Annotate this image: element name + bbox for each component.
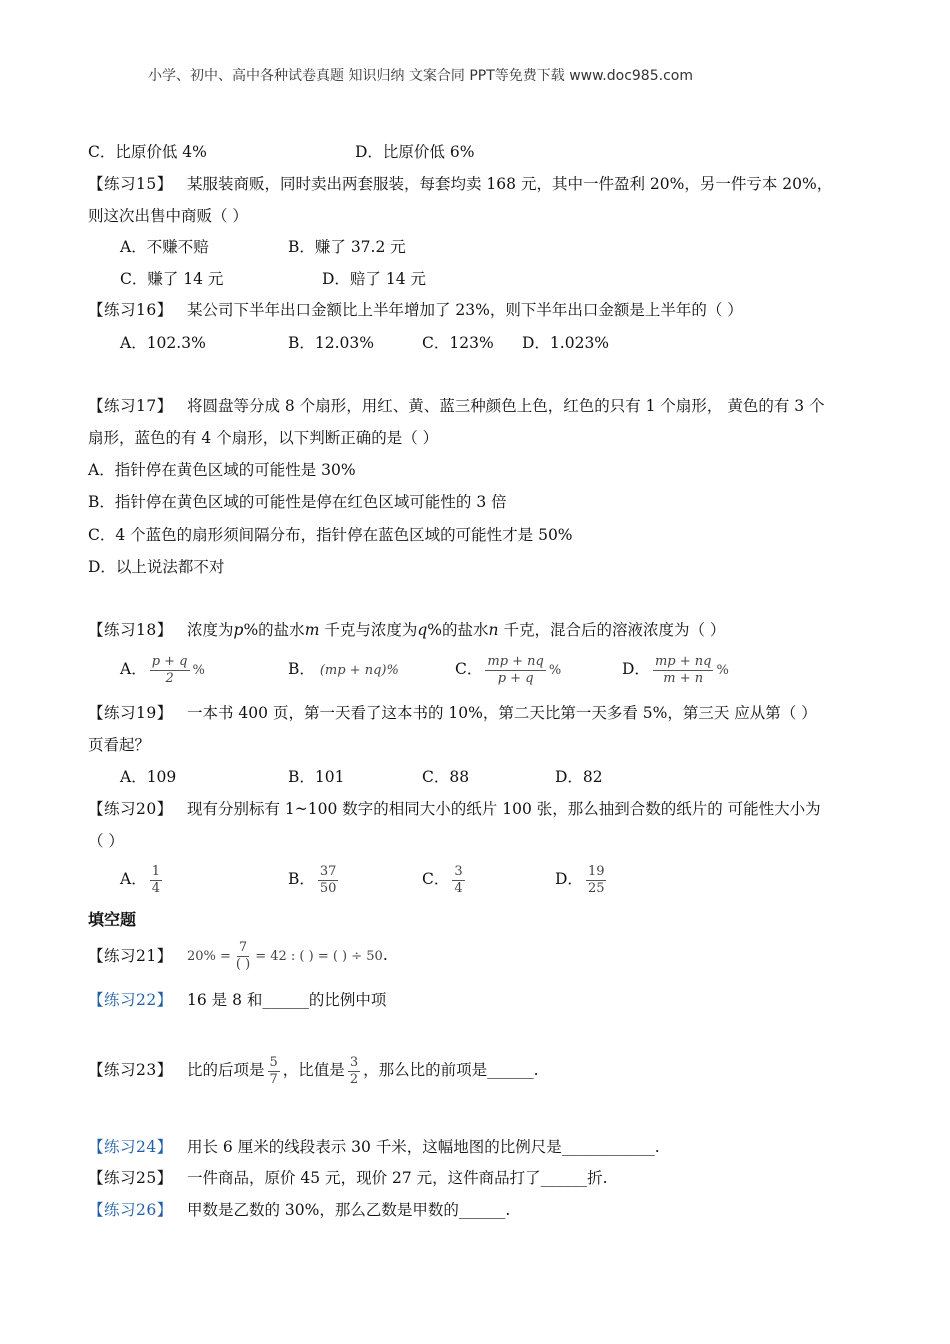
q26-label: 【练习26】 — [88, 1201, 173, 1219]
q18-label: 【练习18】 — [88, 621, 173, 639]
q17-label: 【练习17】 — [88, 397, 173, 415]
section-heading-fill-in: 填空题 — [88, 910, 137, 929]
q24-text: 用长 6 厘米的线段表示 30 千米，这幅地图的比例尺是____________. — [187, 1138, 660, 1156]
q18-option-c: C． $\frac{mp + nq}{p + q}$ % — [455, 653, 562, 686]
q15-text-line2: 则这次出售中商贩（ ） — [88, 207, 248, 225]
q16-text: 某公司下半年出口金额比上半年增加了 23%，则下半年出口金额是上半年的（ ） — [187, 301, 743, 319]
q25-text: 一件商品，原价 45 元，现价 27 元，这件商品打了______折. — [187, 1169, 608, 1187]
q19-label: 【练习19】 — [88, 704, 173, 722]
q23-text: 比的后项是 $\frac{5}{7}$ ，比值是 $\frac{3}{2}$ ，那么比的前项是______. — [187, 1054, 539, 1087]
q15-option-c: C．赚了 14 元 — [120, 270, 224, 288]
q18-option-d: D． $\frac{mp + nq}{m + n}$ % — [622, 653, 729, 686]
q22-label: 【练习22】 — [88, 991, 173, 1009]
q19-option-b: B．101 — [288, 768, 345, 786]
q23-label: 【练习23】 — [88, 1061, 173, 1079]
q20-option-a: A． $\frac{1}{4}$ — [120, 863, 160, 896]
q20-option-c: C． $\frac{3}{4}$ — [422, 863, 463, 896]
q20-text-line2: （ ） — [88, 832, 124, 850]
q21-expression: 20% = $\frac{7}{( )}$ = 42 : ( ) = ( ) ÷ 50. — [187, 939, 388, 972]
q15-label: 【练习15】 — [88, 175, 173, 193]
q19-option-a: A．109 — [120, 768, 177, 786]
q22-text: 16 是 8 和______的比例中项 — [187, 991, 387, 1009]
q16-option-a: A．102.3% — [120, 334, 206, 352]
q17-text-line1: 将圆盘等分成 8 个扇形，用红、黄、蓝三种颜色上色，红色的只有 1 个扇形， 黄色的有 3 个 — [187, 397, 825, 415]
q15-option-d: D．赔了 14 元 — [322, 270, 427, 288]
q18-text: 浓度为p%的盐水m 千克与浓度为q%的盐水n 千克，混合后的溶液浓度为（ ） — [187, 621, 726, 639]
q16-option-c: C．123% — [422, 334, 494, 352]
q21-label: 【练习21】 — [88, 947, 173, 965]
q16-option-d: D．1.023% — [522, 334, 610, 352]
q19-text-line1: 一本书 400 页，第一天看了这本书的 10%，第二天比第一天多看 5%，第三天 应从第（ ） — [187, 704, 817, 722]
q19-option-d: D．82 — [555, 768, 603, 786]
q20-option-d: D． $\frac{19}{25}$ — [555, 863, 605, 896]
q16-label: 【练习16】 — [88, 301, 173, 319]
q26-text: 甲数是乙数的 30%，那么乙数是甲数的______. — [187, 1201, 511, 1219]
q19-text-line2: 页看起？ — [88, 736, 151, 754]
q17-option-d: D．以上说法都不对 — [88, 558, 225, 576]
q14-option-c: C．比原价低 4% — [88, 143, 207, 161]
q15-option-b: B．赚了 37.2 元 — [288, 238, 406, 256]
q25-label: 【练习25】 — [88, 1169, 173, 1187]
q16-option-b: B．12.03% — [288, 334, 374, 352]
q20-option-b: B． $\frac{37}{50}$ — [288, 863, 337, 896]
q24-label: 【练习24】 — [88, 1138, 173, 1156]
q17-text-line2: 扇形，蓝色的有 4 个扇形，以下判断正确的是（ ） — [88, 429, 439, 447]
q17-option-a: A．指针停在黄色区域的可能性是 30% — [88, 461, 356, 479]
q15-option-a: A．不赚不赔 — [120, 238, 209, 256]
q19-option-c: C．88 — [422, 768, 470, 786]
q20-text-line1: 现有分别标有 1~100 数字的相同大小的纸片 100 张，那么抽到合数的纸片的 可能性大小为 — [187, 800, 821, 818]
q14-option-d: D．比原价低 6% — [355, 143, 475, 161]
q17-option-c: C．4 个蓝色的扇形须间隔分布，指针停在蓝色区域的可能性才是 50% — [88, 526, 573, 544]
q17-option-b: B．指针停在黄色区域的可能性是停在红色区域可能性的 3 倍 — [88, 493, 507, 511]
page-header: 小学、初中、高中各种试卷真题 知识归纳 文案合同 PPT等免费下载 www.doc985.com — [148, 68, 693, 84]
q15-text-line1: 某服装商贩，同时卖出两套服装，每套均卖 168 元，其中一件盈利 20%，另一件亏本 20%， — [187, 175, 833, 193]
q20-label: 【练习20】 — [88, 800, 173, 818]
q18-option-a: A． $\frac{p + q}{2}$ % — [120, 653, 205, 686]
q18-option-b: B． (mp + nq)% — [288, 660, 399, 678]
